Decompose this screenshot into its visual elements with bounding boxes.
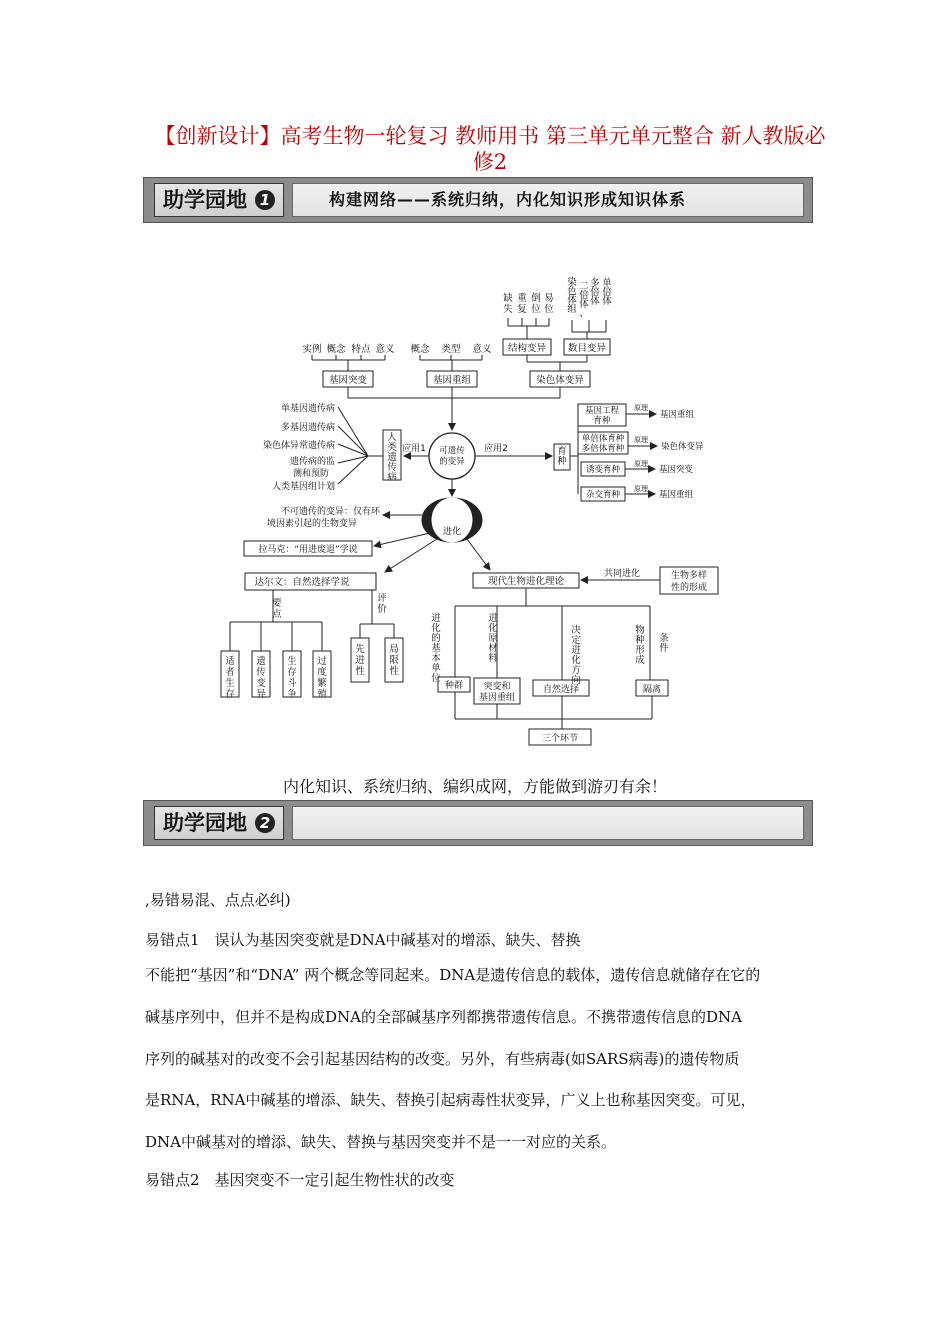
center-node-line1: 可遗传 bbox=[439, 446, 465, 456]
banner-tag-label: 助学园地 bbox=[163, 188, 247, 212]
darwin-point-1: 适者生存 bbox=[225, 656, 235, 700]
evaluation-item-2: 局限性 bbox=[389, 644, 399, 677]
principle-tag-1: 原理 bbox=[634, 404, 648, 412]
mutation-box-line1: 突变和 bbox=[483, 682, 511, 692]
document-title: 【创新设计】高考生物一轮复习 教师用书 第三单元单元整合 新人教版必修2 bbox=[154, 124, 826, 174]
natural-selection-box: 自然选择 bbox=[542, 685, 580, 695]
evolution-label: 进化 bbox=[442, 527, 462, 537]
gm-attr-4: 意义 bbox=[375, 344, 395, 355]
modern-theory-label: 现代生物进化理论 bbox=[487, 576, 565, 587]
breeding-box: 育种 bbox=[557, 446, 567, 467]
structure-type-duplication: 重复 bbox=[517, 293, 527, 315]
breed-method-1a: 基因工程 bbox=[584, 406, 620, 416]
co-evolution-label: 共同进化 bbox=[603, 569, 641, 579]
biodiversity-line1: 生物多样 bbox=[670, 571, 708, 581]
structure-variation-label: 结构变异 bbox=[507, 343, 547, 354]
number-variation-label: 数目变异 bbox=[567, 343, 607, 354]
error-point-2: 易错点2 基因突变不一定引起生物性状的改变 bbox=[145, 1171, 455, 1189]
breed-principle-2: 染色体变异 bbox=[661, 442, 704, 452]
label-selection-direction: 决定进化方向 bbox=[571, 625, 581, 686]
banner-tag-2 bbox=[154, 806, 284, 840]
caption: 内化知识、系统归纳、编织成网，方能做到游刃有余！ bbox=[282, 777, 667, 796]
human-item-4b: 测和预防 bbox=[292, 469, 329, 479]
gene-recombination-label: 基因重组 bbox=[432, 375, 472, 386]
biodiversity-line2: 性的形成 bbox=[670, 583, 708, 593]
paragraph-line-3: 序列的碱基对的改变不会引起基因结构的改变。另外，有些病毒(如SARS病毒)的遗传物质 bbox=[145, 1050, 740, 1068]
breed-method-4: 杂交育种 bbox=[585, 490, 621, 500]
center-node-line2: 的变异 bbox=[439, 457, 465, 467]
nonheritable-line1: 不可遗传的变异：仅有环 bbox=[280, 507, 380, 517]
banner-tag-label-2: 助学园地 bbox=[163, 811, 247, 835]
human-item-3: 染色体异常遗传病 bbox=[262, 441, 335, 451]
structure-type-deletion: 缺失 bbox=[503, 293, 513, 315]
gene-mutation-label: 基因突变 bbox=[328, 375, 368, 386]
principle-tag-4: 原理 bbox=[634, 485, 648, 493]
principle-tag-2: 原理 bbox=[634, 436, 648, 444]
app1-label: 应用1 bbox=[402, 444, 426, 454]
principle-tag-3: 原理 bbox=[634, 460, 648, 468]
breed-principle-1: 基因重组 bbox=[660, 410, 695, 420]
human-disease-box: 人类遗传病 bbox=[387, 432, 397, 483]
evaluation-label: 评价 bbox=[377, 593, 387, 615]
key-points-label: 要点 bbox=[272, 598, 282, 620]
number-type-polyploid: 多倍体 bbox=[590, 278, 600, 307]
structure-type-translocation: 易位 bbox=[544, 293, 554, 315]
breed-method-1b: 育种 bbox=[593, 416, 611, 426]
gr-attr-3: 意义 bbox=[472, 344, 492, 355]
label-condition: 条件 bbox=[659, 633, 669, 654]
breed-method-3: 诱变育种 bbox=[585, 465, 621, 475]
isolation-box: 隔离 bbox=[642, 685, 662, 695]
app2-label: 应用2 bbox=[484, 444, 508, 454]
label-raw-material: 进化原材料 bbox=[488, 613, 498, 664]
evaluation-item-1: 先进性 bbox=[355, 644, 365, 677]
gm-attr-2: 概念 bbox=[326, 344, 346, 355]
banner-subtitle-2 bbox=[292, 806, 804, 840]
nonheritable-line2: 境因素引起的生物变异 bbox=[266, 519, 357, 529]
structure-type-inversion: 倒位 bbox=[531, 293, 541, 315]
mutation-box-line2: 基因重组 bbox=[478, 693, 516, 703]
breed-method-2a: 单倍体育种 bbox=[581, 434, 625, 444]
lamarck-label: 拉马克：“用进废退”学说 bbox=[258, 545, 358, 555]
paragraph-line-2: 碱基序列中，但并不是构成DNA的全部碱基序列都携带遗传信息。不携带遗传信息的DNA bbox=[145, 1008, 742, 1026]
banner-subtitle: 构建网络——系统归纳，内化知识形成知识体系 bbox=[292, 183, 804, 217]
darwin-label: 达尔文：自然选择学说 bbox=[254, 577, 350, 588]
darwin-point-2: 遗传变异 bbox=[256, 656, 266, 700]
gr-attr-2: 类型 bbox=[441, 344, 461, 355]
number-type-genome: 染色体组 bbox=[567, 277, 577, 315]
paragraph-line-1: 不能把“基因”和“DNA” 两个概念等同起来。DNA是遗传信息的载体，遗传信息就储存在它的 bbox=[145, 966, 761, 984]
human-item-2: 多基因遗传病 bbox=[280, 423, 335, 433]
label-speciation: 物种形成 bbox=[635, 625, 645, 666]
number-type-diploid: 二倍体、 bbox=[579, 281, 589, 319]
gr-attr-1: 概念 bbox=[410, 344, 430, 355]
variation-label: 变异 bbox=[442, 506, 462, 516]
chromosome-variation-label: 染色体变异 bbox=[536, 375, 584, 386]
label-basic-unit: 进化的基本单位 bbox=[431, 613, 441, 684]
number-badge-icon: 2 bbox=[255, 813, 275, 833]
number-type-haploid: 单倍体 bbox=[602, 278, 612, 307]
error-point-1: 易错点1 误认为基因突变就是DNA中碱基对的增添、缺失、替换 bbox=[145, 931, 581, 949]
population-box: 种群 bbox=[444, 681, 464, 691]
breed-principle-3: 基因突变 bbox=[659, 465, 694, 475]
intro-line: ,易错易混、点点必纠) bbox=[145, 891, 291, 909]
paragraph-line-5: DNA中碱基对的增添、缺失、替换与基因突变并不是一一对应的关系。 bbox=[145, 1133, 616, 1151]
section-banner-2 bbox=[143, 800, 813, 846]
darwin-point-3: 生存斗争 bbox=[287, 656, 297, 700]
breed-principle-4: 基因重组 bbox=[659, 490, 694, 500]
darwin-point-4: 过度繁殖 bbox=[317, 656, 327, 700]
breed-method-2b: 多倍体育种 bbox=[581, 444, 625, 454]
human-item-4a: 遗传病的监 bbox=[289, 457, 335, 467]
human-item-1: 单基因遗传病 bbox=[280, 404, 335, 414]
gm-attr-1: 实例 bbox=[302, 344, 322, 355]
gm-attr-3: 特点 bbox=[351, 344, 371, 355]
human-item-5: 人类基因组计划 bbox=[271, 482, 335, 492]
paragraph-line-4: 是RNA，RNA中碱基的增添、缺失、替换引起病毒性状变异，广义上也称基因突变。可见， bbox=[145, 1091, 756, 1109]
number-badge-icon: 1 bbox=[255, 190, 275, 210]
three-links-box: 三个环节 bbox=[541, 734, 579, 744]
